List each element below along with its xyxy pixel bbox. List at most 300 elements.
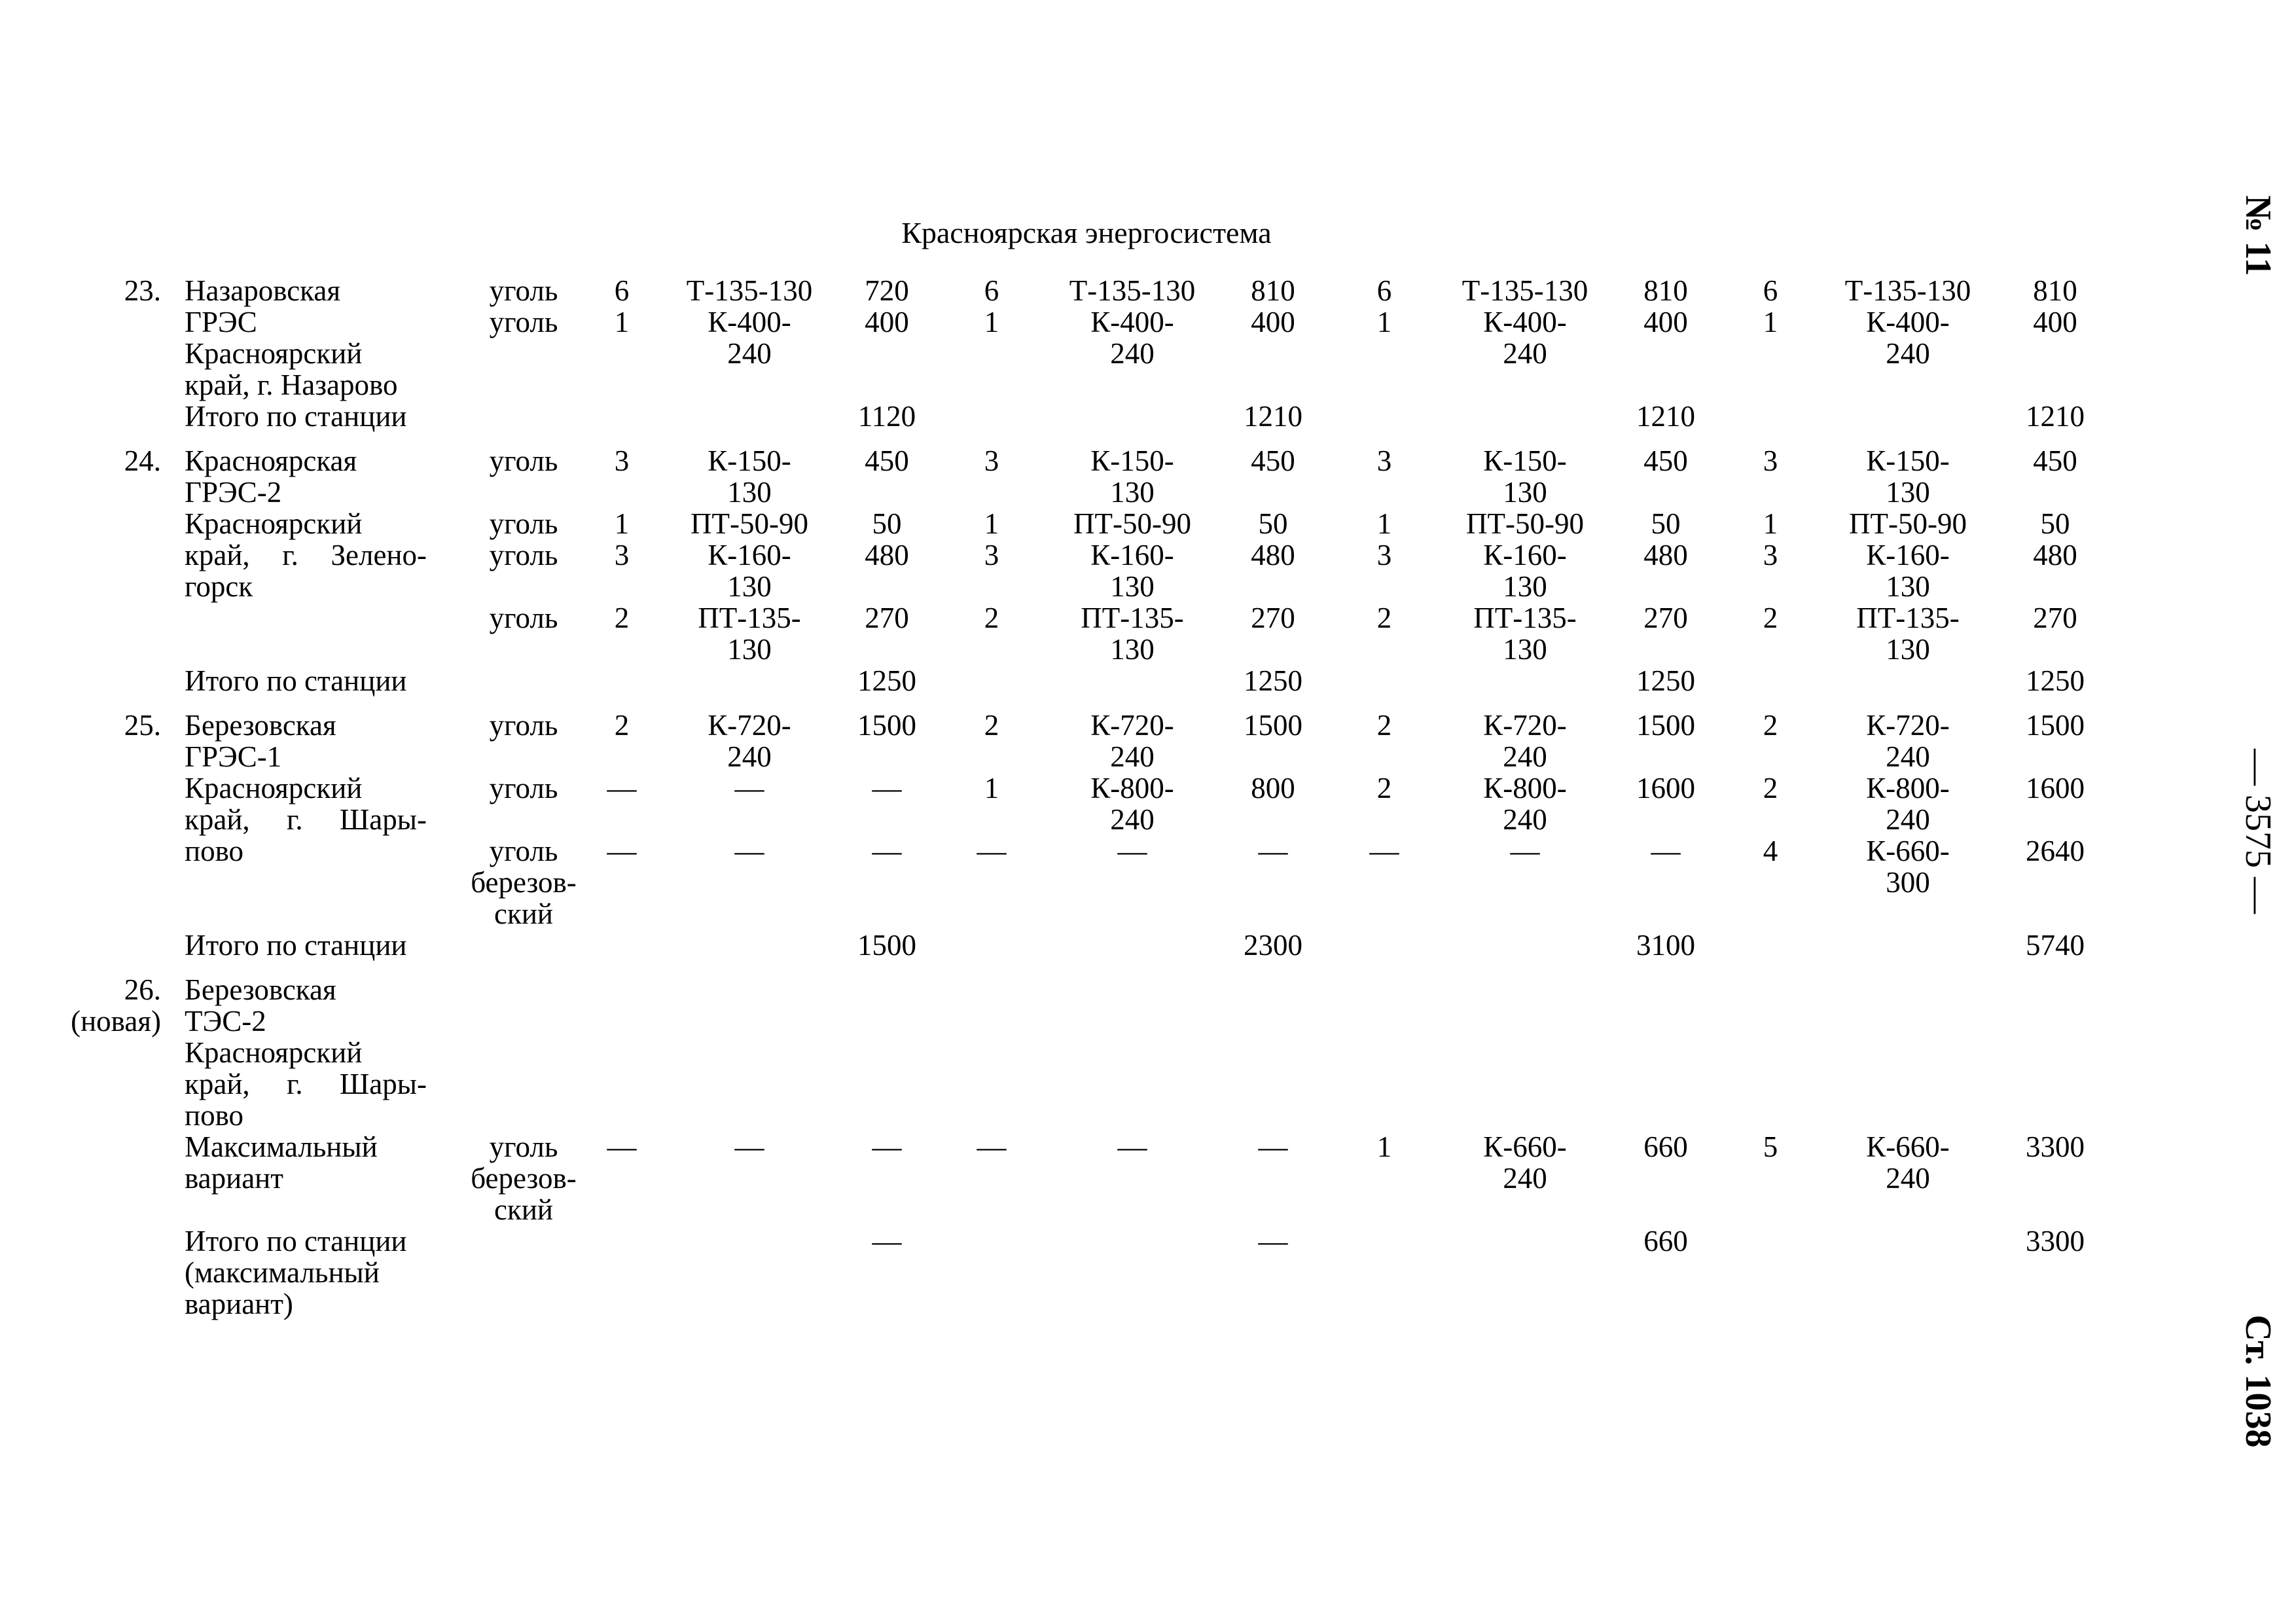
capacity-value: 50: [2040, 507, 2070, 540]
capacity-value: 270: [2033, 602, 2077, 634]
unit-count-empty: [1329, 665, 1440, 696]
margin-article-number: Ст. 1038: [2238, 1314, 2278, 1448]
station-name-line: край, г. Зелено-: [185, 539, 427, 571]
turbine-type-line: 240: [1503, 803, 1547, 836]
turbine-type: [1820, 602, 1996, 665]
station-name: [177, 508, 465, 539]
turbine-type-empty: [1440, 401, 1610, 432]
turbine-type-line: ПТ-135-: [1473, 602, 1577, 634]
station-total-value: 1250: [2026, 664, 2085, 697]
table-row: [59, 539, 2114, 602]
turbine-type: [661, 1131, 838, 1225]
margin-issue-number: № 11: [2238, 195, 2278, 276]
station-total-row: [59, 1225, 2114, 1320]
turbine-type: [1047, 772, 1217, 835]
station-total-value: 1120: [857, 400, 916, 433]
unit-count: 1: [984, 772, 999, 804]
turbine-type: [661, 602, 838, 665]
station-number-empty: [59, 539, 177, 602]
capacity-value: 1500: [2026, 709, 2085, 742]
unit-count: 2: [614, 709, 630, 742]
unit-count: —: [607, 835, 637, 867]
turbine-type-line: 130: [727, 476, 772, 509]
station-name-line: ТЭС-2: [185, 1005, 266, 1038]
fuel-type: [465, 445, 583, 508]
unit-count: 1: [984, 507, 999, 540]
turbine-type: [1047, 835, 1217, 929]
unit-count: 6: [1763, 274, 1778, 307]
turbine-type: [1440, 772, 1610, 835]
station-name-line: Красноярский: [185, 1036, 363, 1069]
turbine-type-line: К-150-: [1866, 444, 1950, 477]
capacity-value: —: [872, 835, 902, 867]
turbine-type: [1047, 602, 1217, 665]
fuel-type-line: ский: [494, 897, 553, 930]
turbine-type-line: К-400-: [1866, 306, 1950, 338]
fuel-type-line: уголь: [489, 1130, 558, 1163]
station-name: [177, 772, 465, 835]
turbine-type-line: —: [734, 835, 764, 867]
station-total-value: 1500: [857, 929, 916, 962]
unit-count: 2: [1376, 602, 1392, 634]
unit-count-empty: [1329, 401, 1440, 432]
turbine-type: [1440, 445, 1610, 508]
capacity-value: 810: [1643, 274, 1688, 307]
station-total-value: 2300: [1244, 929, 1302, 962]
unit-count: 3: [984, 539, 999, 571]
unit-count: 6: [1376, 274, 1392, 307]
capacity-value: —: [872, 772, 902, 804]
unit-count: —: [607, 772, 637, 804]
station-number: [59, 445, 177, 508]
turbine-type: [1440, 710, 1610, 772]
turbine-type: [1047, 275, 1217, 306]
turbine-type-empty: [1047, 665, 1217, 696]
station-number-empty: [59, 1131, 177, 1225]
unit-count-empty: [1329, 929, 1440, 961]
station-total-value: 1210: [1636, 400, 1695, 433]
station-name-line: Красноярская: [185, 444, 357, 477]
fuel-type-line: уголь: [489, 835, 558, 867]
turbine-type: [1440, 306, 1610, 401]
unit-count-empty: [936, 929, 1047, 961]
station-total-value: 1250: [857, 664, 916, 697]
station-name-line: Красноярский: [185, 772, 363, 804]
unit-count-empty: [1721, 401, 1820, 432]
capacity-value: —: [1651, 835, 1681, 867]
capacity-value: 50: [1651, 507, 1681, 540]
turbine-type: [1820, 772, 1996, 835]
turbine-type-line: ПТ-135-: [1081, 602, 1184, 634]
turbine-type-line: К-800-: [1090, 772, 1174, 804]
station-name: [177, 1131, 465, 1225]
fuel-type: [465, 508, 583, 539]
capacity-value: 480: [865, 539, 909, 571]
spacer-row: [59, 961, 2114, 974]
margin-page-number: — 3575 —: [2238, 749, 2278, 914]
capacity-value: 810: [1251, 274, 1295, 307]
capacity-value: —: [1258, 835, 1288, 867]
turbine-type-line: 130: [1110, 570, 1155, 603]
turbine-type-line: ПТ-50-90: [1073, 507, 1191, 540]
station-name: [177, 710, 465, 772]
station-number-empty: [59, 929, 177, 961]
turbine-type-line: Т-135-130: [1462, 274, 1588, 307]
turbine-type: [1820, 275, 1996, 306]
unit-count: 3: [1763, 539, 1778, 571]
unit-count: 3: [1376, 539, 1392, 571]
unit-count-empty: [583, 665, 661, 696]
station-total-value: 1250: [1244, 664, 1302, 697]
station-number-value: 24.: [124, 444, 161, 477]
station-total-label: [177, 1225, 465, 1320]
station-total-value: —: [872, 1225, 902, 1257]
table-row: [59, 445, 2114, 508]
fuel-type-line: уголь: [489, 274, 558, 307]
turbine-type-line: 130: [1503, 476, 1547, 509]
turbine-type-line: К-400-: [1090, 306, 1174, 338]
unit-count: 1: [1376, 1130, 1392, 1163]
spacer-cell: [59, 696, 2114, 710]
table-row: [59, 974, 2114, 1131]
unit-count: —: [977, 835, 1007, 867]
turbine-type-line: 130: [1110, 476, 1155, 509]
unit-count-empty: [1721, 665, 1820, 696]
station-number-value: 25.: [124, 709, 161, 742]
unit-count: 3: [984, 444, 999, 477]
table-row: [59, 772, 2114, 835]
station-number-value: 26.: [124, 973, 161, 1006]
station-total-label-line: Итого по станции: [185, 1225, 407, 1257]
table-body: [59, 275, 2114, 1320]
fuel-type-line: уголь: [489, 507, 558, 540]
fuel-type: [465, 772, 583, 835]
station-number-empty: [59, 835, 177, 929]
fuel-type-line: уголь: [489, 306, 558, 338]
turbine-type-line: К-160-: [708, 539, 791, 571]
turbine-type-line: 240: [1110, 337, 1155, 370]
capacity-value: 450: [1251, 444, 1295, 477]
station-name-line: пово: [185, 835, 244, 867]
turbine-type-empty: [661, 665, 838, 696]
turbine-type: [1440, 835, 1610, 929]
unit-count: 2: [614, 602, 630, 634]
station-total-label-line: Итого по станции: [185, 400, 407, 433]
capacity-value: 270: [1643, 602, 1688, 634]
station-total-label-line: Итого по станции: [185, 664, 407, 697]
unit-count: 3: [1376, 444, 1392, 477]
unit-count: 2: [984, 602, 999, 634]
turbine-type-line: ПТ-135-: [1856, 602, 1960, 634]
turbine-type-line: 240: [727, 337, 772, 370]
turbine-type-line: К-720-: [708, 709, 791, 742]
turbine-type-line: 130: [1886, 570, 1930, 603]
turbine-type-empty: [1440, 665, 1610, 696]
unit-count: 1: [614, 507, 630, 540]
fuel-type: [465, 835, 583, 929]
empty-cells: [465, 974, 2114, 1131]
turbine-type-empty: [661, 401, 838, 432]
turbine-type-line: К-800-: [1483, 772, 1567, 804]
unit-count: 4: [1763, 835, 1778, 867]
fuel-type-empty: [465, 929, 583, 961]
turbine-type-line: 240: [727, 740, 772, 773]
turbine-type-line: К-720-: [1483, 709, 1567, 742]
capacity-value: 1600: [1636, 772, 1695, 804]
fuel-type: [465, 539, 583, 602]
capacity-value: 1500: [1636, 709, 1695, 742]
turbine-type-line: К-160-: [1483, 539, 1567, 571]
turbine-type-line: 240: [1886, 803, 1930, 836]
table-row: [59, 306, 2114, 401]
fuel-type: [465, 275, 583, 306]
unit-count: —: [1369, 835, 1399, 867]
station-total-value: —: [1258, 1225, 1288, 1257]
station-total-label: [177, 401, 465, 432]
fuel-type-line: уголь: [489, 602, 558, 634]
fuel-type-line: березов-: [471, 1162, 577, 1195]
station-name: [177, 445, 465, 508]
capacity-value: 480: [1643, 539, 1688, 571]
turbine-type: [1440, 602, 1610, 665]
turbine-type-line: 240: [1503, 337, 1547, 370]
turbine-type: [661, 539, 838, 602]
capacity-value: 480: [2033, 539, 2077, 571]
turbine-type: [661, 306, 838, 401]
fuel-type-empty: [465, 665, 583, 696]
unit-count-empty: [936, 1225, 1047, 1320]
station-name-line: ГРЭС: [185, 306, 257, 338]
turbine-type-empty: [1047, 1225, 1217, 1320]
unit-count-empty: [936, 665, 1047, 696]
unit-count: —: [607, 1130, 637, 1163]
station-name: [177, 974, 465, 1131]
station-name-line: Красноярский: [185, 337, 363, 370]
turbine-type: [1820, 508, 1996, 539]
turbine-type: [661, 835, 838, 929]
station-total-label-line: вариант): [185, 1288, 293, 1320]
turbine-type-empty: [1820, 1225, 1996, 1320]
capacity-value: 50: [1258, 507, 1288, 540]
unit-count: 1: [1376, 306, 1392, 338]
turbine-type-line: ПТ-135-: [698, 602, 801, 634]
turbine-type: [1047, 710, 1217, 772]
capacity-value: 810: [2033, 274, 2077, 307]
turbine-type: [1440, 1131, 1610, 1225]
table-row: [59, 275, 2114, 306]
turbine-type-empty: [1440, 929, 1610, 961]
turbine-type: [661, 445, 838, 508]
turbine-type: [661, 275, 838, 306]
capacity-value: 450: [1643, 444, 1688, 477]
unit-count: 2: [984, 709, 999, 742]
turbine-type-line: —: [1117, 835, 1147, 867]
station-name-line: край, г. Назарово: [185, 369, 398, 401]
station-number-empty: [59, 1225, 177, 1320]
station-number-empty: [59, 508, 177, 539]
section-title: Красноярская энергосистема: [901, 216, 1272, 249]
turbine-type-line: 130: [1886, 476, 1930, 509]
unit-count-empty: [583, 929, 661, 961]
station-total-value: 1250: [1636, 664, 1695, 697]
turbine-type: [1820, 306, 1996, 401]
station-total-value: 660: [1643, 1225, 1688, 1257]
turbine-type-line: К-720-: [1866, 709, 1950, 742]
unit-count: 5: [1763, 1130, 1778, 1163]
station-name-line: Красноярский: [185, 507, 363, 540]
unit-count-empty: [583, 401, 661, 432]
turbine-type-line: К-660-: [1483, 1130, 1567, 1163]
spacer-row: [59, 432, 2114, 445]
station-total-row: [59, 401, 2114, 432]
station-total-value: 3300: [2026, 1225, 2085, 1257]
turbine-type-line: —: [734, 772, 764, 804]
fuel-type-line: уголь: [489, 444, 558, 477]
capacity-value: 3300: [2026, 1130, 2085, 1163]
turbine-type: [1820, 710, 1996, 772]
turbine-type: [1047, 1131, 1217, 1225]
turbine-type-line: Т-135-130: [686, 274, 813, 307]
unit-count: 1: [984, 306, 999, 338]
fuel-type-empty: [465, 401, 583, 432]
capacity-value: 400: [865, 306, 909, 338]
unit-count: 3: [1763, 444, 1778, 477]
station-total-value: 1210: [1244, 400, 1302, 433]
fuel-type-line: уголь: [489, 772, 558, 804]
turbine-type: [1047, 539, 1217, 602]
turbine-type-line: К-800-: [1866, 772, 1950, 804]
capacity-value: 1500: [1244, 709, 1302, 742]
turbine-type-line: Т-135-130: [1069, 274, 1196, 307]
fuel-type: [465, 602, 583, 665]
station-total-value: 3100: [1636, 929, 1695, 962]
unit-count: —: [977, 1130, 1007, 1163]
unit-count: 3: [614, 539, 630, 571]
capacity-value: 50: [872, 507, 902, 540]
turbine-type-empty: [1047, 401, 1217, 432]
unit-count: 1: [1763, 507, 1778, 540]
turbine-type-line: К-150-: [708, 444, 791, 477]
capacity-value: 1600: [2026, 772, 2085, 804]
capacity-value: 800: [1251, 772, 1295, 804]
turbine-type-line: ПТ-50-90: [1849, 507, 1967, 540]
turbine-type-line: 130: [727, 633, 772, 666]
turbine-type-line: 240: [1886, 337, 1930, 370]
fuel-type-line: ский: [494, 1193, 553, 1226]
unit-count: 2: [1763, 709, 1778, 742]
turbine-type-line: К-160-: [1866, 539, 1950, 571]
fuel-type-empty: [465, 1225, 583, 1320]
station-name: [177, 306, 465, 401]
unit-count: 3: [614, 444, 630, 477]
capacity-value: —: [872, 1130, 902, 1163]
turbine-type-line: —: [1117, 1130, 1147, 1163]
turbine-type-line: К-150-: [1090, 444, 1174, 477]
turbine-type-line: 240: [1886, 1162, 1930, 1195]
station-total-row: [59, 665, 2114, 696]
station-name-line: ГРЭС-2: [185, 476, 282, 509]
capacity-value: 720: [865, 274, 909, 307]
table-row: [59, 835, 2114, 929]
unit-count-empty: [583, 1225, 661, 1320]
station-total-value: 1210: [2026, 400, 2085, 433]
turbine-type-line: 130: [1886, 633, 1930, 666]
turbine-type-line: К-400-: [1483, 306, 1567, 338]
power-stations-table: [59, 275, 2114, 1320]
turbine-type-line: —: [734, 1130, 764, 1163]
station-total-value: 5740: [2026, 929, 2085, 962]
station-total-label-line: (максимальный: [185, 1256, 380, 1289]
capacity-value: 1500: [857, 709, 916, 742]
fuel-type: [465, 710, 583, 772]
unit-count: 2: [1763, 772, 1778, 804]
station-name-line: Березовская: [185, 973, 336, 1006]
turbine-type-empty: [661, 1225, 838, 1320]
station-number: [59, 974, 177, 1131]
station-number-note: (новая): [71, 1005, 161, 1038]
turbine-type-line: ПТ-50-90: [1466, 507, 1584, 540]
turbine-type-empty: [1820, 929, 1996, 961]
turbine-type: [1047, 445, 1217, 508]
fuel-type-line: уголь: [489, 539, 558, 571]
turbine-type-line: 130: [1503, 633, 1547, 666]
turbine-type-line: 300: [1886, 866, 1930, 899]
turbine-type: [1820, 445, 1996, 508]
capacity-value: 400: [1643, 306, 1688, 338]
variant-label-line: вариант: [185, 1162, 283, 1195]
turbine-type-empty: [1820, 401, 1996, 432]
turbine-type: [1820, 835, 1996, 929]
unit-count: 6: [984, 274, 999, 307]
station-name-line: ГРЭС-1: [185, 740, 282, 773]
turbine-type-line: 130: [727, 570, 772, 603]
turbine-type-empty: [1047, 929, 1217, 961]
turbine-type-empty: [1820, 665, 1996, 696]
station-name-line: край, г. Шары-: [185, 1068, 427, 1100]
turbine-type-line: К-160-: [1090, 539, 1174, 571]
unit-count: 2: [1376, 709, 1392, 742]
table-row: [59, 1131, 2114, 1225]
station-name: [177, 602, 465, 665]
turbine-type-line: К-660-: [1866, 1130, 1950, 1163]
variant-label-line: Максимальный: [185, 1130, 378, 1163]
turbine-type-line: К-150-: [1483, 444, 1567, 477]
capacity-value: —: [1258, 1130, 1288, 1163]
capacity-value: 450: [865, 444, 909, 477]
station-number-empty: [59, 306, 177, 401]
station-number-empty: [59, 772, 177, 835]
station-total-label: [177, 929, 465, 961]
station-name-line: край, г. Шары-: [185, 803, 427, 836]
capacity-value: 2640: [2026, 835, 2085, 867]
station-number-empty: [59, 602, 177, 665]
station-number: [59, 710, 177, 772]
capacity-value: 400: [1251, 306, 1295, 338]
fuel-type: [465, 306, 583, 401]
turbine-type-line: К-660-: [1866, 835, 1950, 867]
turbine-type: [1440, 539, 1610, 602]
spacer-cell: [59, 961, 2114, 974]
unit-count-empty: [936, 401, 1047, 432]
turbine-type: [661, 772, 838, 835]
capacity-value: 450: [2033, 444, 2077, 477]
capacity-value: 270: [1251, 602, 1295, 634]
station-name-line: горск: [185, 570, 253, 603]
turbine-type-empty: [661, 929, 838, 961]
station-total-label-line: Итого по станции: [185, 929, 407, 962]
turbine-type-line: К-400-: [708, 306, 791, 338]
turbine-type: [661, 508, 838, 539]
